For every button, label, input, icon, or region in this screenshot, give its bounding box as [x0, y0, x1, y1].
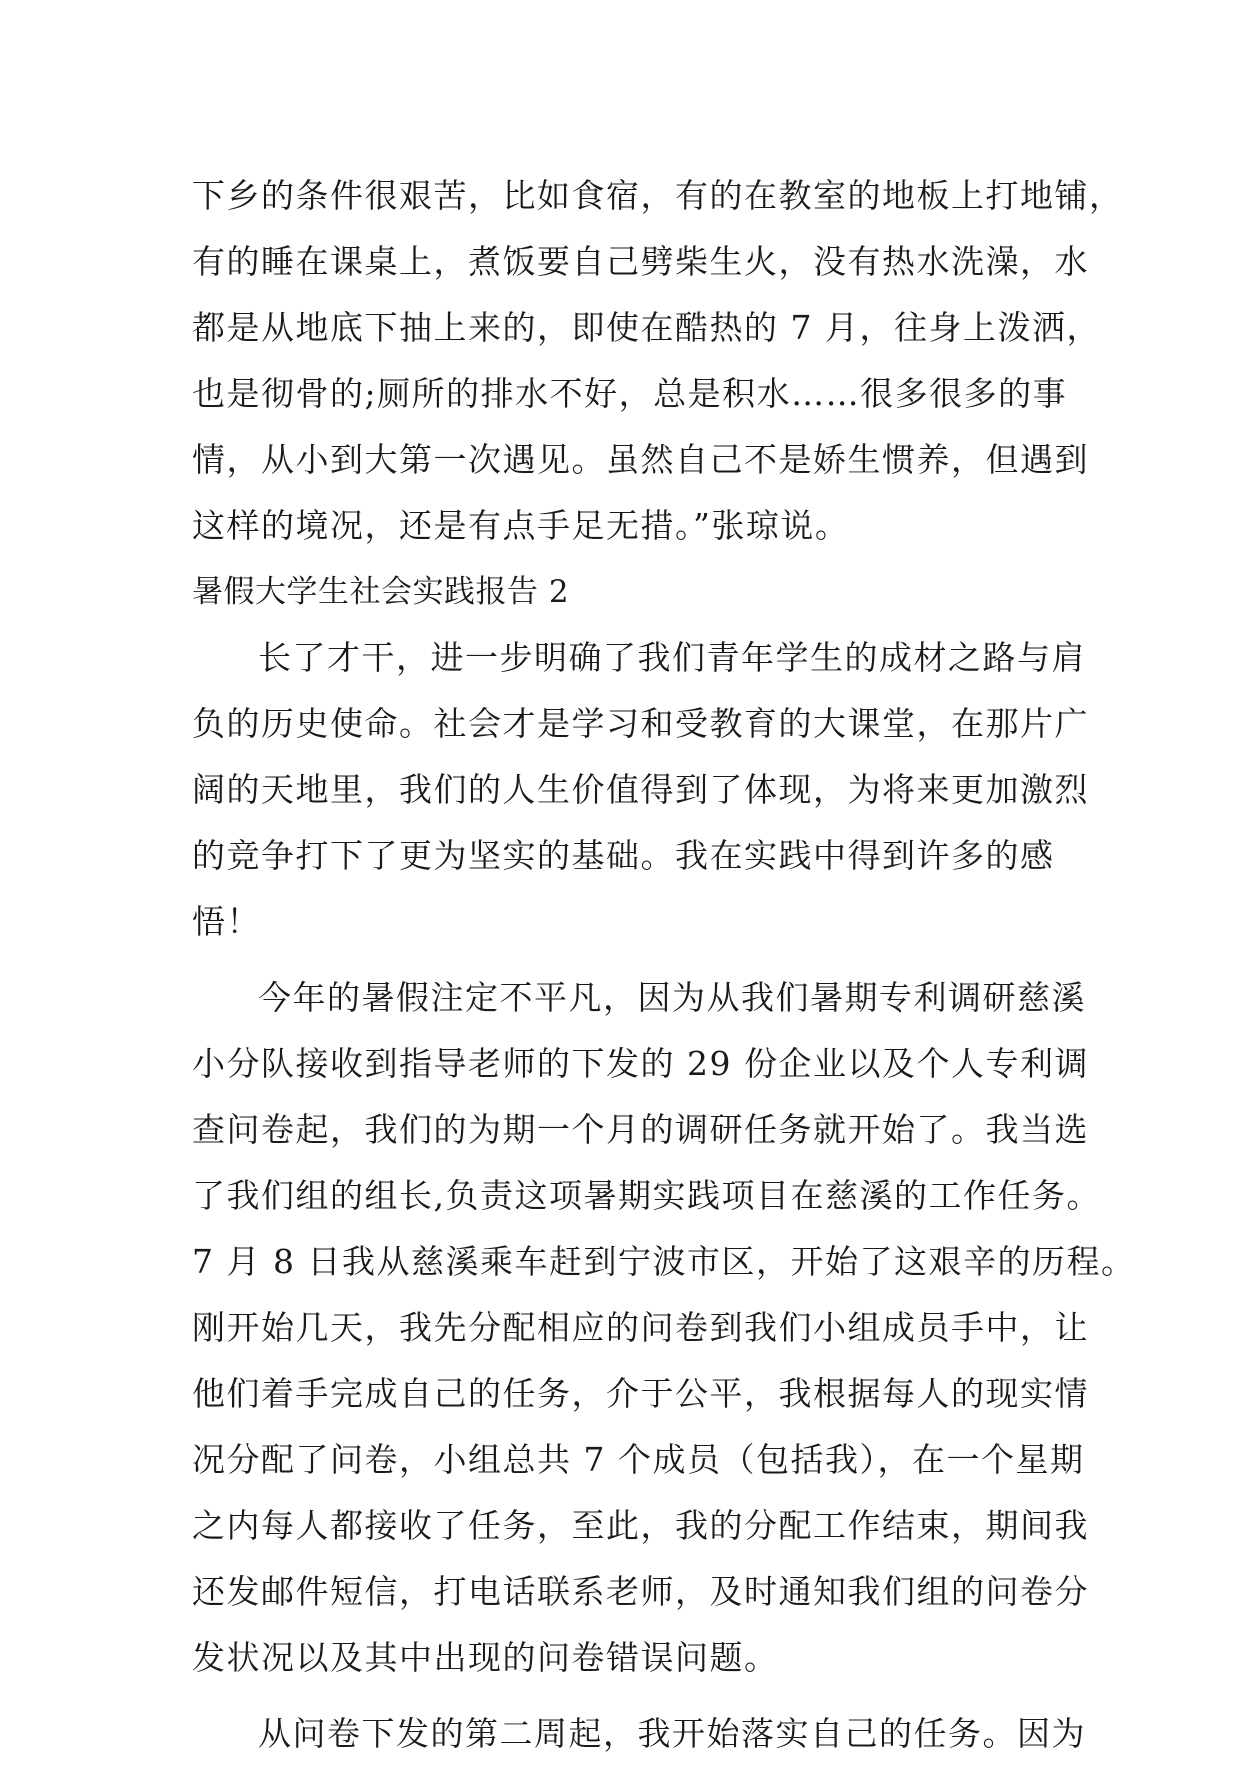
text-line: 有的睡在课桌上，煮饭要自己劈柴生火，没有热水洗澡，水: [192, 242, 1089, 281]
paragraph-3: [192, 965, 1136, 1691]
text-line: 他们着手完成自己的任务，介于公平，我根据每人的现实情: [192, 1374, 1089, 1413]
text-line: 情，从小到大第一次遇见。虽然自己不是娇生惯养，但遇到: [192, 440, 1089, 479]
text-line: 悟！: [192, 902, 261, 941]
section-heading: 暑假大学生社会实践报告 2: [192, 574, 570, 610]
paragraph-2: [192, 625, 1089, 955]
text-line: 这样的境况，还是有点手足无措。”张琼说。: [192, 506, 850, 545]
text-line: 查问卷起，我们的为期一个月的调研任务就开始了。我当选: [192, 1110, 1089, 1149]
text-line: 况分配了问卷，小组总共 7 个成员（包括我），在一个星期: [192, 1440, 1085, 1479]
text-line: 的竞争打下了更为坚实的基础。我在实践中得到许多的感: [192, 836, 1055, 875]
text-line: 负的历史使命。社会才是学习和受教育的大课堂，在那片广: [192, 704, 1089, 743]
text-line: 阔的天地里，我们的人生价值得到了体现，为将来更加激烈: [192, 770, 1089, 809]
text-line: 长了才干，进一步明确了我们青年学生的成材之路与肩: [258, 638, 1086, 677]
text-line: 7 月 8 日我从慈溪乘车赶到宁波市区，开始了这艰辛的历程。: [192, 1242, 1136, 1281]
text-line: 之内每人都接收了任务，至此，我的分配工作结束，期间我: [192, 1506, 1089, 1545]
text-line: 了我们组的组长,负责这项暑期实践项目在慈溪的工作任务。: [192, 1176, 1101, 1215]
document-body: [192, 163, 1136, 1767]
text-line: 下乡的条件很艰苦，比如食宿，有的在教室的地板上打地铺，: [192, 176, 1124, 215]
text-line: 小分队接收到指导老师的下发的 29 份企业以及个人专利调: [192, 1044, 1089, 1083]
paragraph-gap: [192, 1691, 1072, 1701]
paragraph-gap: [192, 955, 1072, 965]
paragraph-1: [192, 163, 1124, 559]
paragraph-4: [192, 1701, 1086, 1767]
text-line: 也是彻骨的;厕所的排水不好，总是积水……很多很多的事: [192, 374, 1068, 413]
text-line: 从问卷下发的第二周起，我开始落实自己的任务。因为: [258, 1714, 1086, 1753]
text-line: 都是从地底下抽上来的，即使在酷热的 7 月，往身上泼洒，: [192, 308, 1101, 347]
text-line: 今年的暑假注定不平凡，因为从我们暑期专利调研慈溪: [258, 978, 1086, 1017]
text-line: 发状况以及其中出现的问卷错误问题。: [192, 1638, 779, 1677]
text-line: 还发邮件短信，打电话联系老师，及时通知我们组的问卷分: [192, 1572, 1089, 1611]
text-line: 刚开始几天，我先分配相应的问卷到我们小组成员手中，让: [192, 1308, 1089, 1347]
